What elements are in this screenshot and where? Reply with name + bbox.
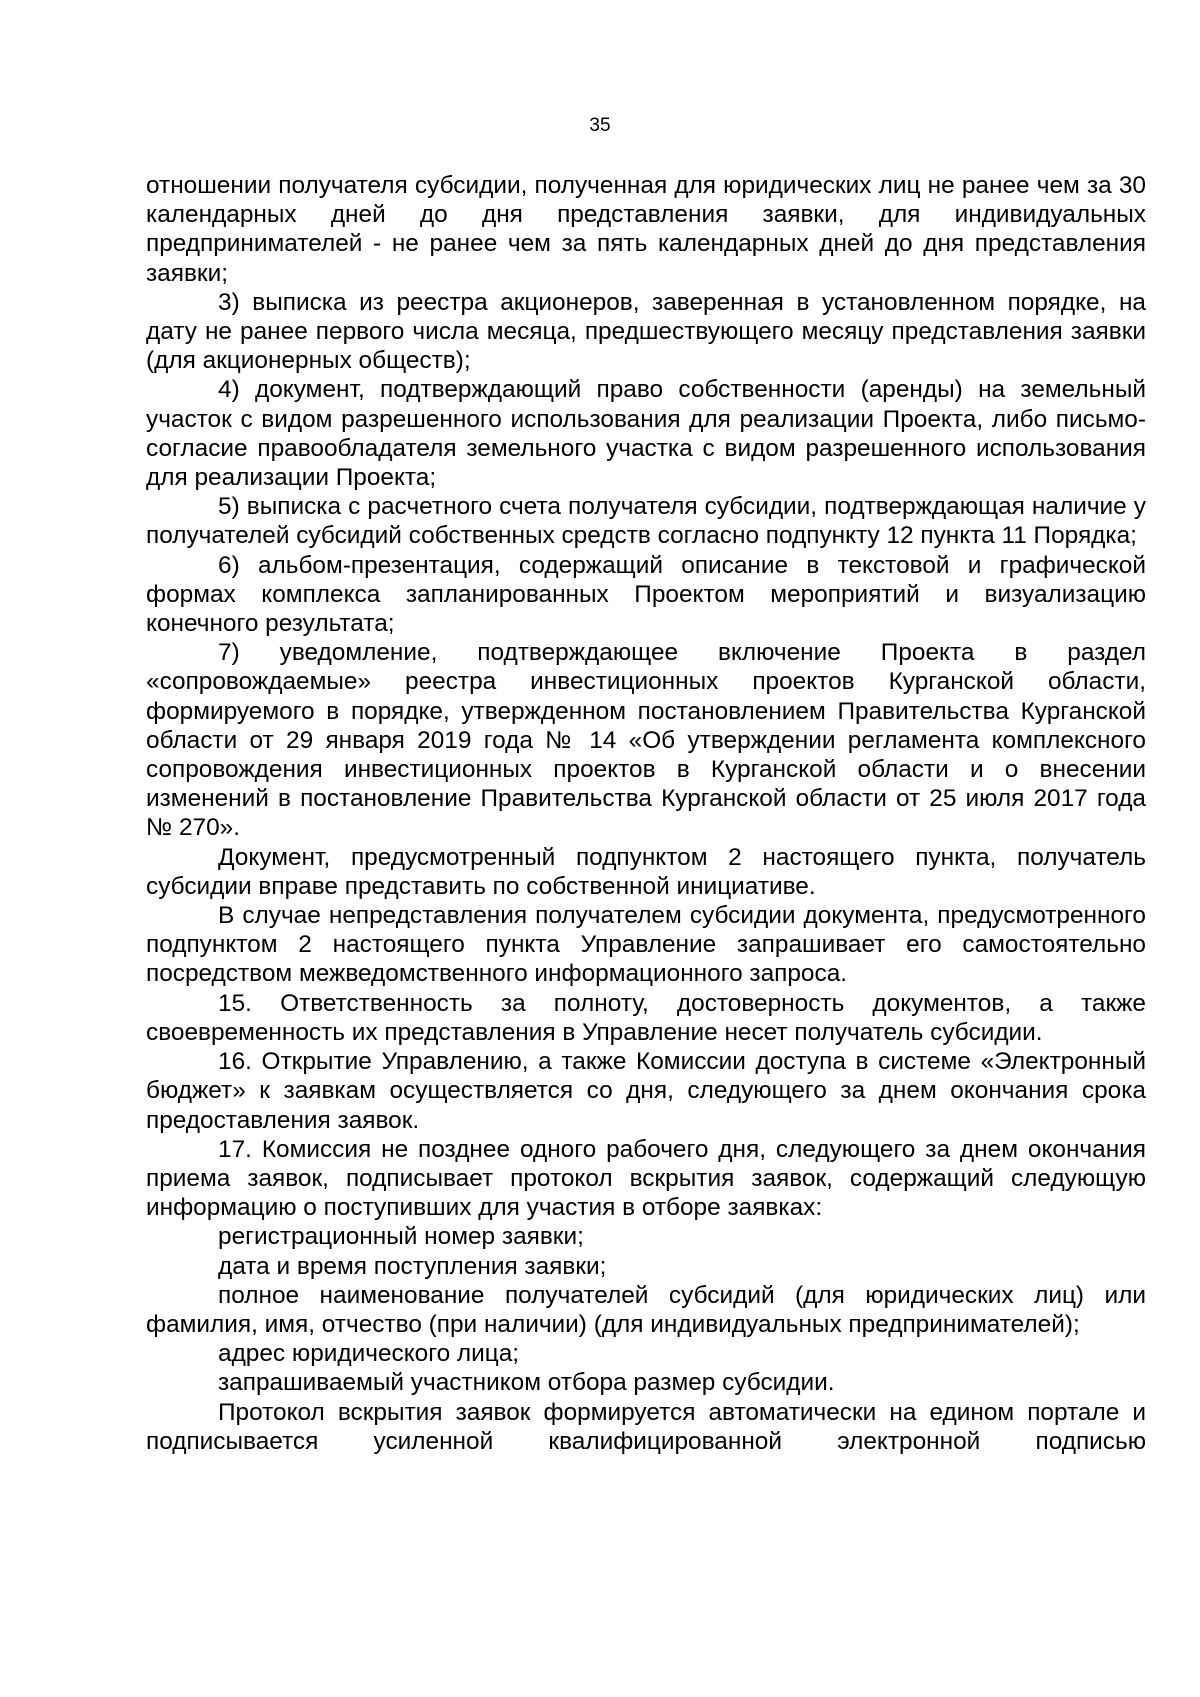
paragraph-item-3: 3) выписка из реестра акционеров, заверенная в установленном порядке, на дату не ранее первого числа месяца, предшествующего месяцу представления заявки (для акционерных обществ); bbox=[146, 288, 1146, 375]
list-item-subsidy-amount: запрашиваемый участником отбора размер субсидии. bbox=[218, 1369, 835, 1397]
list-item-full-name: полное наименование получателей субсидий (для юридических лиц) или фамилия, имя, отчество (при наличии) (для индивидуальных предпринимателей); bbox=[146, 1281, 1146, 1338]
list-item-address: адрес юридического лица; bbox=[218, 1340, 520, 1368]
paragraph-interagency-request: В случае непредставления получателем субсидии документа, предусмотренного подпунктом 2 настоящего пункта Управление запрашивает его самостоятельно посредством межведомственного информационного запроса. bbox=[146, 902, 1146, 988]
page-number: 35 bbox=[589, 115, 611, 136]
paragraph-item-6: 6) альбом-презентация, содержащий описание в текстовой и графической формах комплекса запланированных Проектом мероприятий и визуализацию конечного результата; bbox=[146, 551, 1146, 638]
paragraph-optional-document: Документ, предусмотренный подпунктом 2 настоящего пункта, получатель субсидии вправе представить по собственной инициативе. bbox=[146, 843, 1146, 900]
paragraph-item-7: 7) уведомление, подтверждающее включение Проекта в раздел «сопровождаемые» реестра инвестиционных проектов Курганской области, формируемого в порядке, утвержденном постановлением Правительства Курганской области от 29 января 2019 года № 14 «Об утверждении регламента комплексного сопровождения инвестиционных проектов в Курганской области и о внесении изменений в постановление Правительства Курганской области от 25 июля 2017 года № 270». bbox=[146, 639, 1146, 842]
list-item-registration-number: регистрационный номер заявки; bbox=[218, 1223, 584, 1251]
document-body bbox=[146, 171, 1146, 1456]
paragraph-item-5: 5) выписка с расчетного счета получателя субсидии, подтверждающая наличие у получателей субсидий собственных средств согласно подпункту 12 пункта 11 Порядка; bbox=[146, 493, 1146, 550]
list-item-date-time: дата и время поступления заявки; bbox=[218, 1252, 607, 1280]
paragraph-protocol-signing: Протокол вскрытия заявок формируется автоматически на едином портале и подписывается усиленной квалифицированной электронной подписью bbox=[146, 1398, 1146, 1455]
paragraph-clause-16: 16. Открытие Управлению, а также Комиссии доступа в системе «Электронный бюджет» к заявкам осуществляется со дня, следующего за днем окончания срока предоставления заявок. bbox=[146, 1048, 1146, 1134]
paragraph-clause-15: 15. Ответственность за полноту, достоверность документов, а также своевременность их представления в Управление несет получатель субсидии. bbox=[146, 989, 1146, 1046]
paragraph-item-4: 4) документ, подтверждающий право собственности (аренды) на земельный участок с видом разрешенного использования для реализации Проекта, либо письмо-согласие правообладателя земельного участка с видом разрешенного использования для реализации Проекта; bbox=[146, 376, 1146, 492]
paragraph-clause-17: 17. Комиссия не позднее одного рабочего дня, следующего за днем окончания приема заявок, подписывает протокол вскрытия заявок, содержащий следующую информацию о поступивших для участия в отборе заявках: bbox=[146, 1135, 1146, 1222]
paragraph-continuation: отношении получателя субсидии, полученная для юридических лиц не ранее чем за 30 календарных дней до дня представления заявки, для индивидуальных предпринимателей - не ранее чем за пять календарных дней до дня представления заявки; bbox=[146, 172, 1146, 287]
